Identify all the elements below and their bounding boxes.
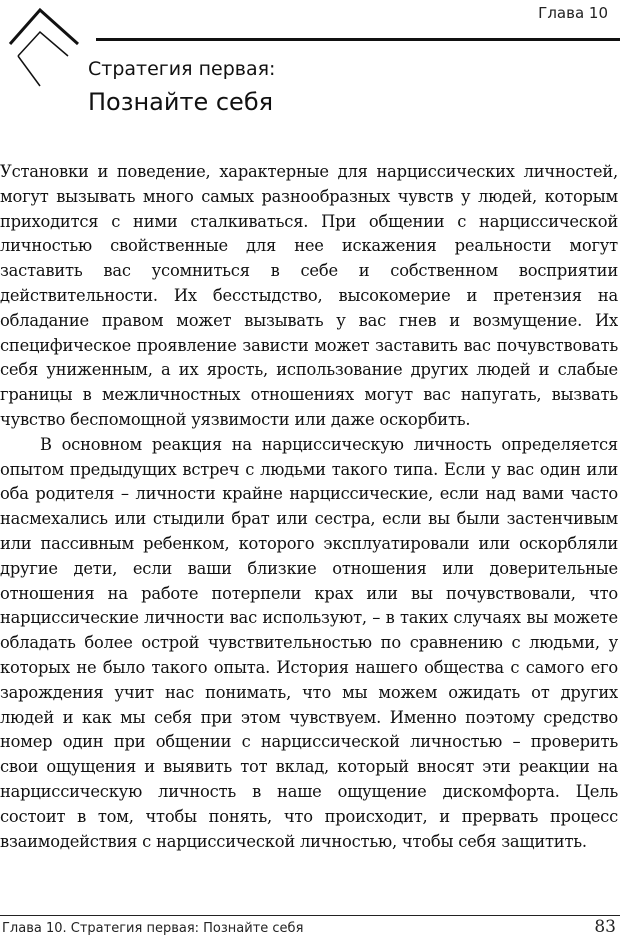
- section-subtitle: Стратегия первая:: [88, 58, 276, 80]
- section-title: Познайте себя: [88, 88, 274, 116]
- paragraph: Установки и поведение, характерные для нарциссических личностей, могут вызывать много самых разнообразных чувств у людей, которым приходится с ними сталкиваться. При общении с нарциссической личностью свойственные для нее искажения реальности могут заставить вас усомниться в себе и собственном восприятии действительности. Их бесстыдство, высокомерие и претензия на обладание правом может вызывать у вас гнев и возмущение. Их специфическое проявление зависти может заставить вас почувствовать себя униженным, а их ярость, использование других людей и слабые границы в межличностных отношениях могут вас напугать, вызвать чувство беспомощной уязвимости или даже оскорбить.: [0, 162, 618, 429]
- header-rule: [96, 38, 620, 41]
- paragraph: В основном реакция на нарциссическую личность определяется опытом предыдущих встреч с людьми такого типа. Если у вас один или оба родителя – личности крайне нарциссические, если над вами часто насмехались или стыдили брат или сестра, если вы были застенчивым или пассивным ребенком, которого эксплуатировали или оскорбляли другие дети, если ваши близкие отношения или доверительные отношения на работе потерпели крах или вы почувствовали, что нарциссические личности вас используют, – в таких случаях вы можете обладать более острой чувствительностью по сравнению с людьми, у которых не было такого опыта. История нашего общества с самого его зарождения учит нас понимать, что мы можем ожидать от других людей и как мы себя при этом чувствуем. Именно поэтому средство номер один при общении с нарциссической личностью – проверить свои ощущения и выявить тот вклад, который вносят эти реакции на нарциссическую личность в наше ощущение дискомфорта. Цель состоит в том, чтобы понять, что происходит, и прервать процесс взаимодействия с нарциссической личностью, чтобы себя защитить.: [0, 434, 618, 851]
- body-text: [0, 160, 618, 854]
- footer-rule: [0, 915, 620, 916]
- chapter-label: Глава 10: [538, 4, 608, 22]
- running-title: Глава 10. Стратегия первая: Познайте себя: [2, 921, 304, 936]
- page-number: 83: [594, 917, 616, 937]
